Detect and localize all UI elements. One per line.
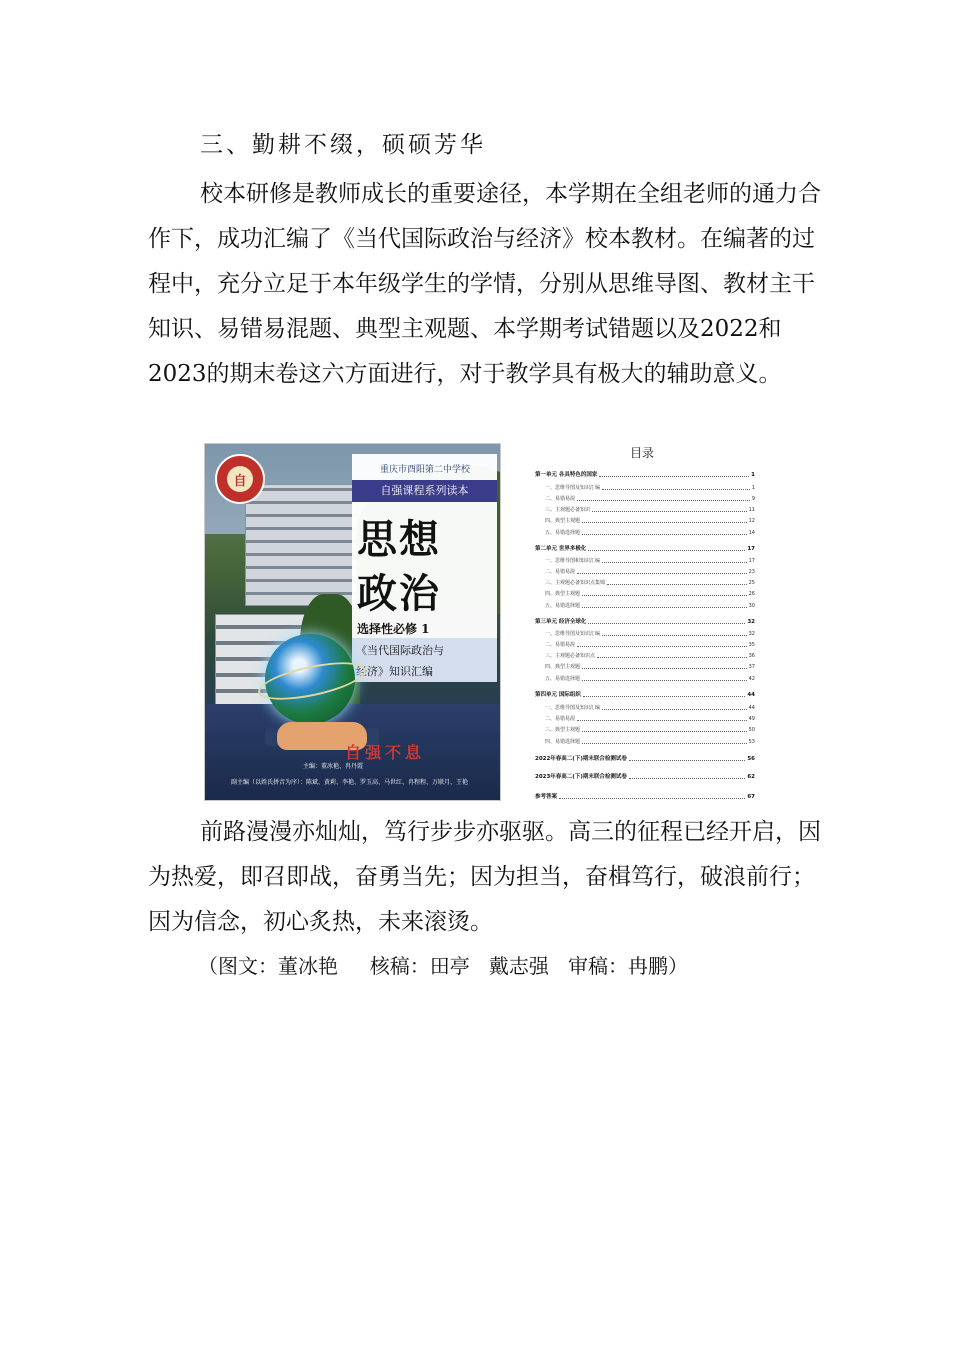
toc-leader-dots [577,720,747,721]
toc-entry-page: 42 [748,676,755,682]
toc-entry-label: 2023年春高二(下)期末联合检测试卷 [535,774,627,780]
toc-entry-label: 2022年春高二(下)期末联合检测试卷 [535,756,627,762]
toc-entry-page: 32 [748,631,755,637]
toc-entry-label: 一、思维导图及知识汇编 [545,631,601,637]
toc-entry-page: 30 [748,603,755,609]
toc-entry-label: 四、易错选择题 [545,739,581,745]
toc-entry-page: 26 [748,591,755,597]
paragraph-closing [148,810,822,945]
cover-editor: 主编：董冰艳、冉丹霞 [303,763,364,770]
credit-review: 核稿：田亭 [369,954,470,978]
toc-entry-page: 49 [748,716,755,722]
cover-title-line-1: 思想 [357,516,441,563]
toc-entry-label: 第一单元 各具特色的国家 [535,472,598,478]
toc-sub-entry [535,495,755,502]
toc-entry-label: 三、主观题必备知识点 [545,653,596,659]
table-of-contents-image [527,444,757,800]
toc-entry-page: 53 [748,739,755,745]
toc-sub-entry [535,630,755,637]
toc-leader-dots [602,709,747,710]
toc-entry-label: 五、易错选择题 [545,676,581,682]
toc-leader-dots [577,500,750,501]
credit-review-2: 戴志强 [488,954,549,978]
toc-unit-entry [535,470,755,478]
toc-entry-label: 三、主观题必备知识点集锦 [545,580,606,586]
toc-sub-entry [535,641,755,648]
toc-leader-dots [582,680,747,681]
cover-school-name: 重庆市酉阳第二中学校 [379,465,470,475]
toc-entry-page: 9 [751,496,755,502]
toc-entry-label: 二、易错易混 [545,569,576,575]
toc-entry-page: 62 [747,774,755,780]
toc-leader-dots [588,623,745,624]
toc-sub-entry [535,506,755,513]
school-logo-char: 自 [227,466,253,492]
toc-unit-entry [535,617,755,625]
toc-unit-entry [535,754,755,762]
toc-entry-page: 1 [751,485,755,491]
cover-desc-line-1: 《当代国际政治与 [356,644,444,657]
toc-sub-entry [535,568,755,575]
toc-entry-page: 17 [747,546,755,552]
school-logo [215,454,265,504]
toc-entry-label: 四、典型主观题 [545,591,581,597]
toc-leader-dots [607,584,747,585]
toc-entry-page: 37 [748,664,755,670]
toc-leader-dots [629,760,746,761]
toc-leader-dots [602,562,747,563]
toc-entry-label: 五、易错选择题 [545,530,581,536]
toc-leader-dots [582,607,747,608]
cover-building [245,484,357,606]
toc-sub-entry [535,738,755,745]
toc-leader-dots [577,646,747,647]
toc-sub-entry [535,484,755,491]
credits-line [198,950,688,979]
toc-unit-entry [535,772,755,780]
toc-entry-label: 四、典型主观题 [545,518,581,524]
toc-entry-page: 44 [748,705,755,711]
toc-entry-label: 第四单元 国际组织 [535,692,581,698]
toc-leader-dots [629,778,746,779]
cover-subtitle: 选择性必修 1 [357,622,430,636]
toc-leader-dots [582,595,747,596]
toc-sub-entry [535,590,755,597]
toc-sub-entry [535,529,755,536]
toc-entry-label: 二、易错易混 [545,642,576,648]
toc-entry-page: 1 [751,472,755,478]
paragraph-school-research [148,172,822,397]
toc-sub-entry [535,602,755,609]
toc-leader-dots [602,635,747,636]
toc-leader-dots [582,534,747,535]
toc-sub-entry [535,579,755,586]
toc-entry-page: 50 [748,727,755,733]
toc-leader-dots [602,489,750,490]
toc-entry-page: 17 [748,558,755,564]
toc-entry-label: 一、思维导图和知识汇编 [545,558,601,564]
toc-entry-page: 11 [748,507,755,513]
toc-entry-page: 56 [747,756,755,762]
section-heading: 三、勤耕不缀，硕硕芳华 [200,132,486,158]
toc-leader-dots [559,798,745,799]
paragraph-2-text: 前路漫漫亦灿灿，笃行步步亦驱驱。高三的征程已经开启，因为热爱，即召即战，奋勇当先；因为担当，奋楫笃行，破浪前行；因为信念，初心炙热，未来滚烫。 [148,819,821,935]
toc-entry-page: 12 [748,518,755,524]
toc-sub-entry [535,517,755,524]
toc-leader-dots [599,476,749,477]
toc-entry-label: 五、易错选择题 [545,603,581,609]
toc-sub-entry [535,675,755,682]
book-cover-image [205,444,500,800]
credit-approve: 审稿：冉鹏） [567,954,688,978]
cover-series-name: 自强课程系列读本 [352,480,497,502]
toc-entry-page: 32 [747,619,755,625]
toc-entry-label: 参考答案 [535,794,558,800]
toc-entry-label: 三、典型主观题 [545,727,581,733]
toc-sub-entry [535,652,755,659]
toc-sub-entry [535,715,755,722]
toc-entry-page: 44 [747,692,755,698]
toc-entry-label: 四、典型主观题 [545,664,581,670]
toc-sub-entry [535,663,755,670]
credit-author: （图文：董冰艳 [198,954,338,978]
toc-entry-label: 一、思维导图及知识汇编 [545,485,601,491]
toc-unit-entry [535,792,755,800]
paragraph-1-text: 校本研修是教师成长的重要途径，本学期在全组老师的通力合作下，成功汇编了《当代国际政治与经济》校本教材。在编著的过程中，充分立足于本年级学生的学情，分别从思维导图、教材主干知识、易错易混题、典型主观题、本学期考试错题以及2022和2023的期末卷这六方面进行，对于教学具有极大的辅助意义。 [148,181,821,387]
cover-motto: 自强不息 [345,743,426,762]
toc-unit-entry [535,690,755,698]
toc-leader-dots [597,657,747,658]
toc-leader-dots [577,573,747,574]
toc-leader-dots [582,668,747,669]
toc-entry-label: 三、主观题必备知识 [545,507,591,513]
cover-title-line-2: 政治 [357,570,441,617]
toc-entry-label: 第三单元 经济全球化 [535,619,587,625]
toc-leader-dots [588,550,745,551]
toc-sub-entry [535,557,755,564]
toc-leader-dots [582,743,747,744]
toc-unit-entry [535,544,755,552]
toc-entry-page: 14 [748,530,755,536]
toc-entry-page: 67 [747,794,755,800]
toc-entry-page: 25 [748,580,755,586]
toc-leader-dots [592,511,747,512]
toc-leader-dots [582,731,747,732]
toc-leader-dots [582,522,747,523]
toc-entry-label: 一、思维导图及知识汇编 [545,705,601,711]
toc-entry-page: 35 [748,642,755,648]
toc-leader-dots [583,696,745,697]
toc-entry-label: 二、易错易混 [545,496,576,502]
toc-entry-page: 23 [748,569,755,575]
toc-sub-entry [535,704,755,711]
cover-contributors: 副主编（以姓氏拼音为序）：陈斌、黄莉、李艳、罗玉高、马世红、冉程程、万联月、王艳 [231,779,469,786]
toc-sub-entry [535,726,755,733]
toc-entry-label: 第二单元 世界多极化 [535,546,587,552]
toc-title: 目录 [629,446,654,460]
cover-desc-line-2: 经济》知识汇编 [356,665,433,678]
toc-entry-label: 二、易错易混 [545,716,576,722]
toc-entry-page: 36 [748,653,755,659]
